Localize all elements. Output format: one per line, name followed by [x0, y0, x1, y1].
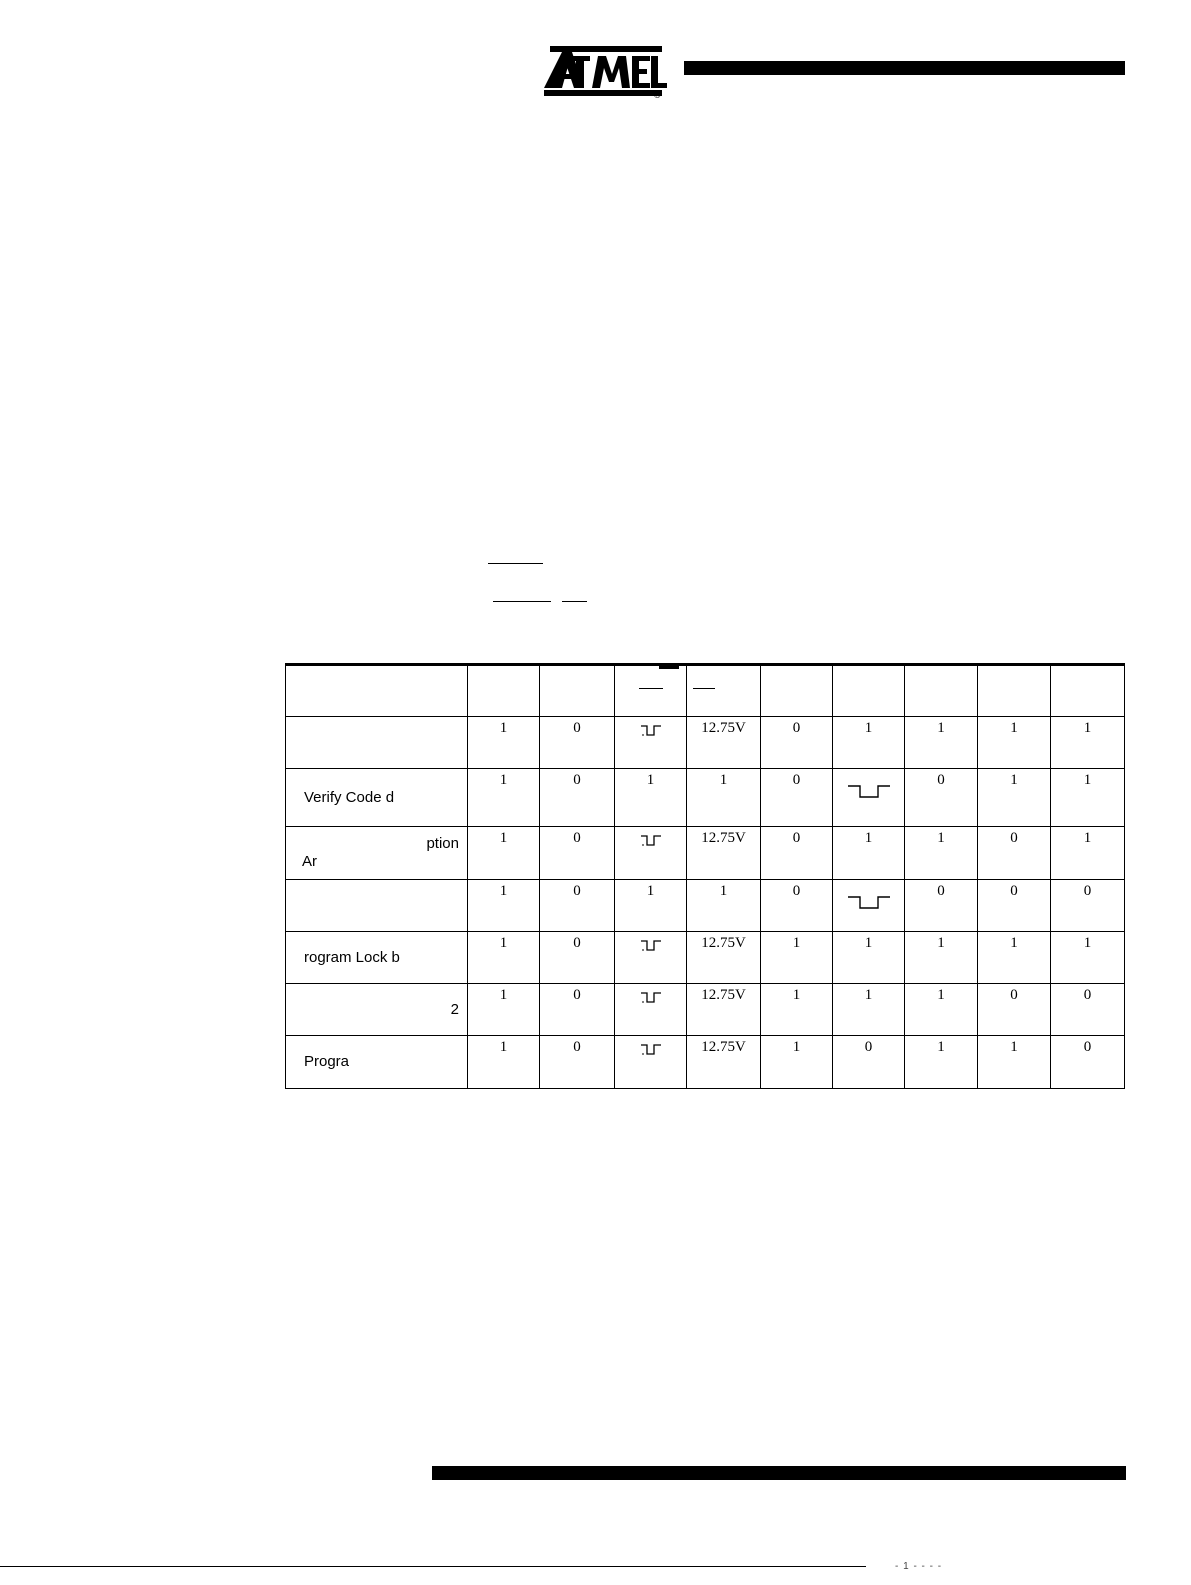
value-cell: 0 [761, 769, 833, 827]
value-cell: 1 [687, 769, 761, 827]
value-cell: 0 [905, 769, 978, 827]
value-cell: 1 [468, 932, 540, 984]
value-cell [833, 880, 905, 932]
mode-label: Progra [304, 1053, 350, 1070]
mode-cell [286, 769, 468, 827]
programming-modes-table [285, 663, 1125, 1089]
low-pulse-icon [639, 723, 663, 737]
value-cell: 1 [687, 880, 761, 932]
header-cell [833, 665, 905, 717]
value-cell: 0 [978, 827, 1051, 880]
value-cell: 12.75V [687, 932, 761, 984]
wide-pulse-icon [846, 783, 892, 799]
value-cell: 12.75V [687, 1036, 761, 1089]
header-cell [615, 665, 687, 717]
mode-cell [286, 880, 468, 932]
table-row [286, 769, 1125, 827]
value-cell: 1 [468, 769, 540, 827]
value-cell: 1 [833, 984, 905, 1036]
value-cell: 1 [978, 932, 1051, 984]
value-cell [615, 827, 687, 880]
table-row [286, 1036, 1125, 1089]
value-cell: 1 [615, 769, 687, 827]
value-cell: 1 [978, 1036, 1051, 1089]
header-cell [978, 665, 1051, 717]
header-cell [1051, 665, 1125, 717]
mode-label-line2: Ar [302, 853, 317, 870]
value-cell: 0 [1051, 880, 1125, 932]
mode-cell [286, 717, 468, 769]
mode-label: Verify Code d [304, 788, 395, 806]
value-cell [615, 932, 687, 984]
value-cell [615, 984, 687, 1036]
mode-cell [286, 932, 468, 984]
value-cell: 0 [540, 932, 615, 984]
value-cell: 0 [540, 827, 615, 880]
value-cell: 0 [905, 880, 978, 932]
value-cell: 1 [468, 880, 540, 932]
value-cell: 12.75V [687, 827, 761, 880]
value-cell: 0 [978, 984, 1051, 1036]
value-cell: 0 [833, 1036, 905, 1089]
value-cell: 1 [905, 717, 978, 769]
value-cell: 0 [761, 827, 833, 880]
atmel-logo [540, 38, 670, 100]
value-cell: 1 [761, 984, 833, 1036]
low-pulse-icon [639, 938, 663, 952]
value-cell [833, 769, 905, 827]
mode-label: ption [426, 835, 459, 852]
value-cell [615, 1036, 687, 1089]
value-cell: 1 [468, 984, 540, 1036]
value-cell: 1 [1051, 717, 1125, 769]
value-cell: 0 [540, 1036, 615, 1089]
value-cell: 0 [540, 769, 615, 827]
value-cell: 0 [540, 717, 615, 769]
value-cell: 0 [761, 717, 833, 769]
doc-code: - 1 - - - - [895, 1561, 943, 1572]
value-cell: 1 [833, 932, 905, 984]
value-cell: 12.75V [687, 717, 761, 769]
table-row [286, 717, 1125, 769]
value-cell: 1 [1051, 932, 1125, 984]
value-cell: 0 [761, 880, 833, 932]
overline-mark [493, 601, 551, 602]
value-cell: 1 [833, 717, 905, 769]
wide-pulse-icon [846, 894, 892, 910]
value-cell: 0 [1051, 1036, 1125, 1089]
value-cell: 1 [1051, 769, 1125, 827]
value-cell: 1 [468, 717, 540, 769]
header-cell [905, 665, 978, 717]
table-row [286, 880, 1125, 932]
value-cell [615, 717, 687, 769]
value-cell: 1 [905, 1036, 978, 1089]
value-cell: 1 [468, 1036, 540, 1089]
value-cell: 1 [761, 932, 833, 984]
footer-rule [432, 1466, 1126, 1480]
value-cell: 12.75V [687, 984, 761, 1036]
mode-cell [286, 1036, 468, 1089]
table-row [286, 984, 1125, 1036]
value-cell: 1 [615, 880, 687, 932]
header-cell [540, 665, 615, 717]
value-cell: 0 [540, 984, 615, 1036]
header-rule [684, 61, 1125, 75]
value-cell: 1 [468, 827, 540, 880]
value-cell: 1 [905, 827, 978, 880]
mode-cell [286, 984, 468, 1036]
header-cell [761, 665, 833, 717]
value-cell: 0 [540, 880, 615, 932]
overline-mark [562, 601, 587, 602]
header-cell-mode [286, 665, 468, 717]
value-cell: 0 [978, 880, 1051, 932]
low-pulse-icon [639, 833, 663, 847]
low-pulse-icon [639, 990, 663, 1004]
value-cell: 0 [1051, 984, 1125, 1036]
low-pulse-icon [639, 1042, 663, 1056]
value-cell: 1 [978, 769, 1051, 827]
value-cell: 1 [905, 984, 978, 1036]
mode-cell [286, 827, 468, 880]
mode-label: rogram Lock b [304, 948, 400, 966]
value-cell: 1 [978, 717, 1051, 769]
table-header-row [286, 665, 1125, 717]
value-cell: 1 [905, 932, 978, 984]
table-row [286, 827, 1125, 880]
footer-hairline [0, 1566, 866, 1567]
header-cell [468, 665, 540, 717]
value-cell: 1 [1051, 827, 1125, 880]
mode-label: 2 [450, 1000, 459, 1018]
value-cell: 1 [761, 1036, 833, 1089]
table-row [286, 932, 1125, 984]
overline-mark [488, 563, 543, 564]
value-cell: 1 [833, 827, 905, 880]
registered-mark: ® [654, 90, 661, 100]
header-cell [687, 665, 761, 717]
